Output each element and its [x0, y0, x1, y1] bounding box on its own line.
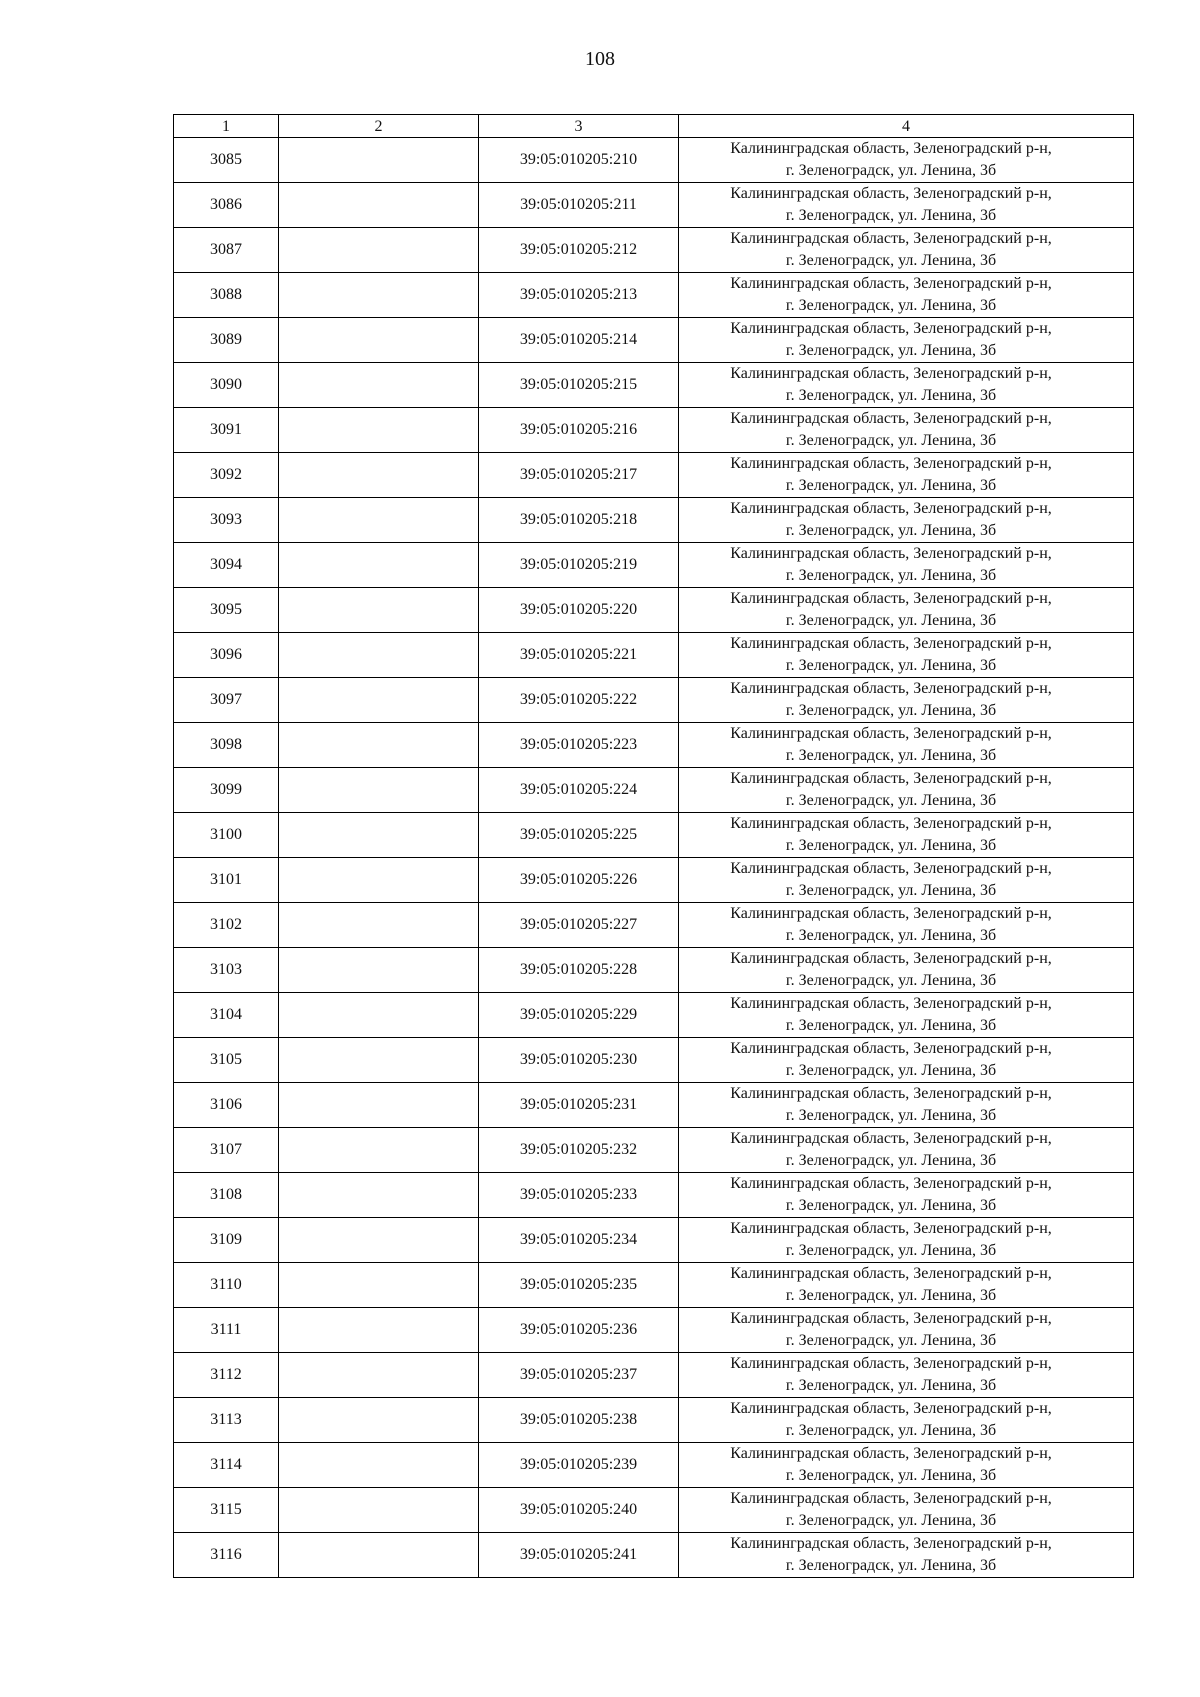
address-line-1: Калининградская область, Зеленоградский р-н,	[730, 635, 1052, 652]
cadastral-number-cell: 39:05:010205:238	[479, 1398, 679, 1443]
cadastral-number-cell: 39:05:010205:223	[479, 723, 679, 768]
cadastral-number-cell: 39:05:010205:229	[479, 993, 679, 1038]
cadastral-number-cell: 39:05:010205:210	[479, 138, 679, 183]
address-line-1: Калининградская область, Зеленоградский р-н,	[730, 1310, 1052, 1327]
row-col2-cell	[279, 498, 479, 543]
table-header	[174, 115, 1134, 138]
table-row	[174, 453, 1134, 498]
cadastral-number-cell: 39:05:010205:217	[479, 453, 679, 498]
row-number-cell: 3114	[174, 1443, 279, 1488]
table-row	[174, 363, 1134, 408]
row-number-cell: 3094	[174, 543, 279, 588]
row-number-cell: 3085	[174, 138, 279, 183]
address-cell	[679, 588, 1134, 633]
table-row	[174, 228, 1134, 273]
address-line-2: г. Зеленоградск, ул. Ленина, 3б	[785, 252, 997, 269]
table-row	[174, 318, 1134, 363]
address-cell	[679, 1488, 1134, 1533]
address-cell	[679, 273, 1134, 318]
row-col2-cell	[279, 543, 479, 588]
row-number-cell: 3100	[174, 813, 279, 858]
row-col2-cell	[279, 993, 479, 1038]
row-number-cell: 3091	[174, 408, 279, 453]
address-line-1: Калининградская область, Зеленоградский р-н,	[730, 365, 1052, 382]
address-line-1: Калининградская область, Зеленоградский р-н,	[730, 275, 1052, 292]
row-col2-cell	[279, 1533, 479, 1578]
address-line-1: Калининградская область, Зеленоградский р-н,	[730, 1400, 1052, 1417]
address-line-2: г. Зеленоградск, ул. Ленина, 3б	[785, 1107, 997, 1124]
address-line-2: г. Зеленоградск, ул. Ленина, 3б	[785, 207, 997, 224]
table-row	[174, 768, 1134, 813]
address-cell	[679, 858, 1134, 903]
address-cell	[679, 948, 1134, 993]
table-row	[174, 1488, 1134, 1533]
row-col2-cell	[279, 273, 479, 318]
address-line-2: г. Зеленоградск, ул. Ленина, 3б	[785, 837, 997, 854]
row-number-cell: 3095	[174, 588, 279, 633]
address-cell	[679, 1083, 1134, 1128]
address-line-1: Калининградская область, Зеленоградский р-н,	[730, 1355, 1052, 1372]
row-number-cell: 3103	[174, 948, 279, 993]
row-col2-cell	[279, 1218, 479, 1263]
row-col2-cell	[279, 408, 479, 453]
header-col-4: 4	[679, 115, 1134, 138]
row-number-cell: 3089	[174, 318, 279, 363]
row-col2-cell	[279, 183, 479, 228]
row-number-cell: 3088	[174, 273, 279, 318]
row-col2-cell	[279, 318, 479, 363]
table-row	[174, 183, 1134, 228]
table-row	[174, 588, 1134, 633]
row-col2-cell	[279, 1038, 479, 1083]
row-col2-cell	[279, 363, 479, 408]
cadastral-number-cell: 39:05:010205:218	[479, 498, 679, 543]
row-number-cell: 3111	[174, 1308, 279, 1353]
address-cell	[679, 1173, 1134, 1218]
cadastral-number-cell: 39:05:010205:219	[479, 543, 679, 588]
cadastral-number-cell: 39:05:010205:236	[479, 1308, 679, 1353]
row-number-cell: 3109	[174, 1218, 279, 1263]
address-line-1: Калининградская область, Зеленоградский р-н,	[730, 725, 1052, 742]
table-row	[174, 1218, 1134, 1263]
address-line-1: Калининградская область, Зеленоградский р-н,	[730, 905, 1052, 922]
address-line-1: Калининградская область, Зеленоградский р-н,	[730, 1130, 1052, 1147]
address-line-2: г. Зеленоградск, ул. Ленина, 3б	[785, 747, 997, 764]
address-line-1: Калининградская область, Зеленоградский р-н,	[730, 1175, 1052, 1192]
table-row	[174, 1128, 1134, 1173]
address-cell	[679, 993, 1134, 1038]
address-line-1: Калининградская область, Зеленоградский р-н,	[730, 1040, 1052, 1057]
table-row	[174, 138, 1134, 183]
address-line-2: г. Зеленоградск, ул. Ленина, 3б	[785, 927, 997, 944]
cadastral-number-cell: 39:05:010205:215	[479, 363, 679, 408]
address-line-2: г. Зеленоградск, ул. Ленина, 3б	[785, 1062, 997, 1079]
row-col2-cell	[279, 588, 479, 633]
address-cell	[679, 408, 1134, 453]
address-line-2: г. Зеленоградск, ул. Ленина, 3б	[785, 1152, 997, 1169]
row-col2-cell	[279, 1443, 479, 1488]
table-row	[174, 1533, 1134, 1578]
address-line-2: г. Зеленоградск, ул. Ленина, 3б	[785, 792, 997, 809]
table-row	[174, 678, 1134, 723]
table-row	[174, 723, 1134, 768]
row-number-cell: 3104	[174, 993, 279, 1038]
row-number-cell: 3113	[174, 1398, 279, 1443]
address-line-2: г. Зеленоградск, ул. Ленина, 3б	[785, 1422, 997, 1439]
cadastral-number-cell: 39:05:010205:239	[479, 1443, 679, 1488]
address-line-2: г. Зеленоградск, ул. Ленина, 3б	[785, 522, 997, 539]
address-line-2: г. Зеленоградск, ул. Ленина, 3б	[785, 342, 997, 359]
address-cell	[679, 498, 1134, 543]
address-line-2: г. Зеленоградск, ул. Ленина, 3б	[785, 1557, 997, 1574]
address-cell	[679, 1398, 1134, 1443]
cadastral-number-cell: 39:05:010205:234	[479, 1218, 679, 1263]
address-line-1: Калининградская область, Зеленоградский р-н,	[730, 1535, 1052, 1552]
row-number-cell: 3101	[174, 858, 279, 903]
cadastral-number-cell: 39:05:010205:211	[479, 183, 679, 228]
address-line-1: Калининградская область, Зеленоградский р-н,	[730, 860, 1052, 877]
row-col2-cell	[279, 768, 479, 813]
cadastral-number-cell: 39:05:010205:237	[479, 1353, 679, 1398]
table-row	[174, 408, 1134, 453]
header-col-3: 3	[479, 115, 679, 138]
row-col2-cell	[279, 678, 479, 723]
cadastral-number-cell: 39:05:010205:240	[479, 1488, 679, 1533]
address-line-2: г. Зеленоградск, ул. Ленина, 3б	[785, 1377, 997, 1394]
address-cell	[679, 768, 1134, 813]
cadastral-number-cell: 39:05:010205:212	[479, 228, 679, 273]
row-col2-cell	[279, 633, 479, 678]
table-row	[174, 498, 1134, 543]
row-col2-cell	[279, 1488, 479, 1533]
address-cell	[679, 318, 1134, 363]
address-line-2: г. Зеленоградск, ул. Ленина, 3б	[785, 657, 997, 674]
page-number: 108	[585, 48, 615, 70]
row-number-cell: 3105	[174, 1038, 279, 1083]
row-col2-cell	[279, 813, 479, 858]
row-col2-cell	[279, 1083, 479, 1128]
address-line-1: Калининградская область, Зеленоградский р-н,	[730, 410, 1052, 427]
row-number-cell: 3097	[174, 678, 279, 723]
row-col2-cell	[279, 138, 479, 183]
cadastral-number-cell: 39:05:010205:241	[479, 1533, 679, 1578]
address-cell	[679, 453, 1134, 498]
address-line-2: г. Зеленоградск, ул. Ленина, 3б	[785, 702, 997, 719]
address-line-1: Калининградская область, Зеленоградский р-н,	[730, 230, 1052, 247]
address-line-1: Калининградская область, Зеленоградский р-н,	[730, 545, 1052, 562]
row-col2-cell	[279, 723, 479, 768]
cadastral-table	[173, 114, 1134, 1578]
address-cell	[679, 363, 1134, 408]
table-row	[174, 1308, 1134, 1353]
row-number-cell: 3110	[174, 1263, 279, 1308]
address-line-1: Калининградская область, Зеленоградский р-н,	[730, 995, 1052, 1012]
address-line-2: г. Зеленоградск, ул. Ленина, 3б	[785, 297, 997, 314]
address-cell	[679, 1308, 1134, 1353]
address-line-1: Калининградская область, Зеленоградский р-н,	[730, 770, 1052, 787]
row-number-cell: 3107	[174, 1128, 279, 1173]
cadastral-number-cell: 39:05:010205:233	[479, 1173, 679, 1218]
address-line-2: г. Зеленоградск, ул. Ленина, 3б	[785, 882, 997, 899]
address-line-2: г. Зеленоградск, ул. Ленина, 3б	[785, 567, 997, 584]
address-cell	[679, 903, 1134, 948]
cadastral-number-cell: 39:05:010205:216	[479, 408, 679, 453]
cadastral-number-cell: 39:05:010205:235	[479, 1263, 679, 1308]
row-number-cell: 3112	[174, 1353, 279, 1398]
table-row	[174, 1398, 1134, 1443]
table-row	[174, 633, 1134, 678]
address-line-1: Калининградская область, Зеленоградский р-н,	[730, 140, 1052, 157]
cadastral-number-cell: 39:05:010205:227	[479, 903, 679, 948]
cadastral-number-cell: 39:05:010205:221	[479, 633, 679, 678]
row-col2-cell	[279, 1353, 479, 1398]
row-col2-cell	[279, 858, 479, 903]
address-line-2: г. Зеленоградск, ул. Ленина, 3б	[785, 1287, 997, 1304]
row-number-cell: 3096	[174, 633, 279, 678]
row-number-cell: 3102	[174, 903, 279, 948]
address-cell	[679, 678, 1134, 723]
cadastral-number-cell: 39:05:010205:231	[479, 1083, 679, 1128]
row-col2-cell	[279, 1263, 479, 1308]
table-row	[174, 1173, 1134, 1218]
table-row	[174, 273, 1134, 318]
row-col2-cell	[279, 903, 479, 948]
row-number-cell: 3092	[174, 453, 279, 498]
cadastral-number-cell: 39:05:010205:222	[479, 678, 679, 723]
row-number-cell: 3116	[174, 1533, 279, 1578]
address-line-2: г. Зеленоградск, ул. Ленина, 3б	[785, 477, 997, 494]
row-number-cell: 3093	[174, 498, 279, 543]
address-cell	[679, 183, 1134, 228]
cadastral-number-cell: 39:05:010205:220	[479, 588, 679, 633]
address-cell	[679, 543, 1134, 588]
table-row	[174, 1263, 1134, 1308]
row-number-cell: 3087	[174, 228, 279, 273]
table-row	[174, 543, 1134, 588]
address-cell	[679, 1443, 1134, 1488]
address-line-1: Калининградская область, Зеленоградский р-н,	[730, 1085, 1052, 1102]
address-line-2: г. Зеленоградск, ул. Ленина, 3б	[785, 1242, 997, 1259]
row-number-cell: 3098	[174, 723, 279, 768]
row-number-cell: 3108	[174, 1173, 279, 1218]
row-number-cell: 3115	[174, 1488, 279, 1533]
cadastral-number-cell: 39:05:010205:232	[479, 1128, 679, 1173]
table-row	[174, 993, 1134, 1038]
cadastral-number-cell: 39:05:010205:225	[479, 813, 679, 858]
address-line-1: Калининградская область, Зеленоградский р-н,	[730, 590, 1052, 607]
table-row	[174, 858, 1134, 903]
table-body	[174, 138, 1134, 1578]
address-cell	[679, 1038, 1134, 1083]
table-row	[174, 1083, 1134, 1128]
row-col2-cell	[279, 1308, 479, 1353]
table-row	[174, 1353, 1134, 1398]
address-line-1: Калининградская область, Зеленоградский р-н,	[730, 815, 1052, 832]
address-cell	[679, 138, 1134, 183]
row-col2-cell	[279, 948, 479, 993]
row-number-cell: 3086	[174, 183, 279, 228]
address-cell	[679, 1128, 1134, 1173]
address-line-2: г. Зеленоградск, ул. Ленина, 3б	[785, 432, 997, 449]
address-cell	[679, 1263, 1134, 1308]
address-cell	[679, 633, 1134, 678]
cadastral-number-cell: 39:05:010205:213	[479, 273, 679, 318]
row-number-cell: 3106	[174, 1083, 279, 1128]
table-row	[174, 1038, 1134, 1083]
address-cell	[679, 813, 1134, 858]
address-line-2: г. Зеленоградск, ул. Ленина, 3б	[785, 1197, 997, 1214]
address-cell	[679, 723, 1134, 768]
address-line-1: Калининградская область, Зеленоградский р-н,	[730, 1445, 1052, 1462]
row-col2-cell	[279, 1128, 479, 1173]
address-cell	[679, 1218, 1134, 1263]
address-line-2: г. Зеленоградск, ул. Ленина, 3б	[785, 1017, 997, 1034]
address-cell	[679, 1533, 1134, 1578]
address-line-1: Калининградская область, Зеленоградский р-н,	[730, 680, 1052, 697]
address-line-2: г. Зеленоградск, ул. Ленина, 3б	[785, 972, 997, 989]
address-line-1: Калининградская область, Зеленоградский р-н,	[730, 950, 1052, 967]
header-col-1: 1	[174, 115, 279, 138]
address-line-1: Калининградская область, Зеленоградский р-н,	[730, 1220, 1052, 1237]
table-row	[174, 903, 1134, 948]
cadastral-number-cell: 39:05:010205:230	[479, 1038, 679, 1083]
cadastral-number-cell: 39:05:010205:224	[479, 768, 679, 813]
header-col-2: 2	[279, 115, 479, 138]
row-col2-cell	[279, 228, 479, 273]
cadastral-number-cell: 39:05:010205:214	[479, 318, 679, 363]
address-line-2: г. Зеленоградск, ул. Ленина, 3б	[785, 1467, 997, 1484]
address-cell	[679, 228, 1134, 273]
row-col2-cell	[279, 453, 479, 498]
address-line-1: Калининградская область, Зеленоградский р-н,	[730, 320, 1052, 337]
address-line-1: Калининградская область, Зеленоградский р-н,	[730, 1490, 1052, 1507]
address-line-2: г. Зеленоградск, ул. Ленина, 3б	[785, 162, 997, 179]
cadastral-number-cell: 39:05:010205:228	[479, 948, 679, 993]
cadastral-number-cell: 39:05:010205:226	[479, 858, 679, 903]
table-row	[174, 1443, 1134, 1488]
table-row	[174, 813, 1134, 858]
address-line-1: Калининградская область, Зеленоградский р-н,	[730, 500, 1052, 517]
address-line-1: Калининградская область, Зеленоградский р-н,	[730, 455, 1052, 472]
address-line-1: Калининградская область, Зеленоградский р-н,	[730, 1265, 1052, 1282]
header-row	[174, 115, 1134, 138]
row-number-cell: 3099	[174, 768, 279, 813]
table-row	[174, 948, 1134, 993]
address-line-1: Калининградская область, Зеленоградский р-н,	[730, 185, 1052, 202]
address-cell	[679, 1353, 1134, 1398]
row-number-cell: 3090	[174, 363, 279, 408]
row-col2-cell	[279, 1173, 479, 1218]
address-line-2: г. Зеленоградск, ул. Ленина, 3б	[785, 1332, 997, 1349]
address-line-2: г. Зеленоградск, ул. Ленина, 3б	[785, 612, 997, 629]
address-line-2: г. Зеленоградск, ул. Ленина, 3б	[785, 1512, 997, 1529]
address-line-2: г. Зеленоградск, ул. Ленина, 3б	[785, 387, 997, 404]
row-col2-cell	[279, 1398, 479, 1443]
